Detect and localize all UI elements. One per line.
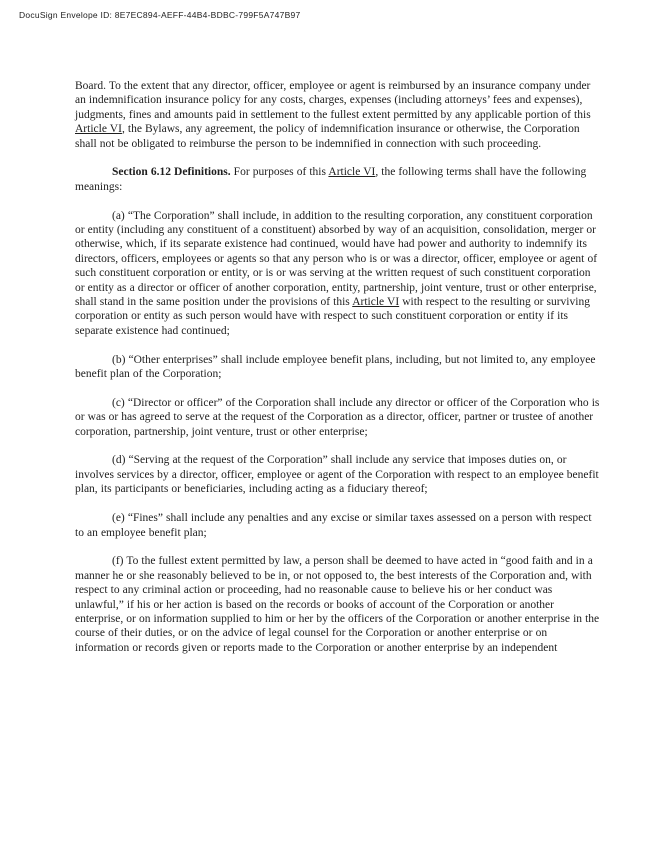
document-body <box>75 79 602 655</box>
paragraph-definition-f <box>75 554 602 655</box>
text-run: (c) “Director or officer” of the Corporation shall include any director or officer of the Corporation who is or was or has agreed to serve at the request of the Corporation as a director, officer, partner or trustee of another corporation, partnership, joint venture, trust or other enterprise; <box>75 396 600 438</box>
paragraph-definition-e <box>75 511 602 540</box>
docusign-envelope-id: DocuSign Envelope ID: 8E7EC894-AEFF-44B4-BDBC-799F5A747B97 <box>19 10 301 20</box>
text-run: (d) “Serving at the request of the Corporation” shall include any service that imposes duties on, or involves services by a director, officer, employee or agent of the Corporation with respect to an employee benefit plan, its participants or beneficiaries, including acting as a fiduciary thereof; <box>75 454 599 496</box>
paragraph-definition-c <box>75 396 602 439</box>
text-run: For purposes of this <box>230 166 329 179</box>
paragraph-definition-a <box>75 209 602 339</box>
text-run: (b) “Other enterprises” shall include employee benefit plans, including, but not limited to, any employee benefit plan of the Corporation; <box>75 353 596 381</box>
paragraph-section-6-12-definitions <box>75 165 602 194</box>
text-run: (a) “The Corporation” shall include, in addition to the resulting corporation, any constituent corporation or entity (including any constituent of a constituent) absorbed by way of an acquisition, consolidation, merger or otherwise, which, if its separate existence had continued, would have had power and authority to indemnify its directors, officers, employees or agents so that any person who is or was a director, officer, employee or agent of such constituent corporation or entity, or is or was serving at the written request of such constituent corporation or entity as a director or officer of another corporation, entity, partnership, joint venture, trust or other enterprise, shall stand in the same position under the provisions of this <box>75 209 598 309</box>
article-vi-reference: Article VI <box>352 296 400 309</box>
paragraph-board-continuation <box>75 79 602 151</box>
article-vi-reference: Article VI <box>328 166 376 179</box>
text-run: , the Bylaws, any agreement, the policy of indemnification insurance or otherwise, the Corporation shall not be obligated to reimburse the person to be indemnified in connection with such proceeding. <box>75 123 580 150</box>
text-run: , the following terms shall have the following meanings: <box>75 166 587 193</box>
article-vi-reference: Article VI <box>75 123 122 136</box>
paragraph-definition-b <box>75 353 602 382</box>
text-run: Board. To the extent that any director, officer, employee or agent is reimbursed by an insurance company under an indemnification insurance policy for any costs, charges, expenses (including attorneys’ fees and expenses), judgments, fines and amounts paid in settlement to the fullest extent permitted by any applicable portion of this <box>75 80 591 121</box>
text-run: (e) “Fines” shall include any penalties and any excise or similar taxes assessed on a person with respect to an employee benefit plan; <box>75 512 592 539</box>
text-run: with respect to the resulting or surviving corporation or entity as such person would have with respect to such constituent corporation or entity if its separate existence had continued; <box>75 296 590 337</box>
text-run: (f) To the fullest extent permitted by law, a person shall be deemed to have acted in “good faith and in a manner he or she reasonably believed to be in, or not opposed to, the best interests of the Corporation and, with respect to any criminal action or proceeding, had no reasonable cause to believe his or her conduct was unlawful,” if his or her action is based on the records or books of account of the Corporation or another enterprise, or on information supplied to him or her by the officers of the Corporation or another enterprise in the course of their duties, or on the advice of legal counsel for the Corporation or another enterprise or on information or records given or reports made to the Corporation or another enterprise by an independent <box>75 555 600 654</box>
section-heading: Section 6.12 Definitions. <box>112 166 231 179</box>
paragraph-definition-d <box>75 453 602 496</box>
